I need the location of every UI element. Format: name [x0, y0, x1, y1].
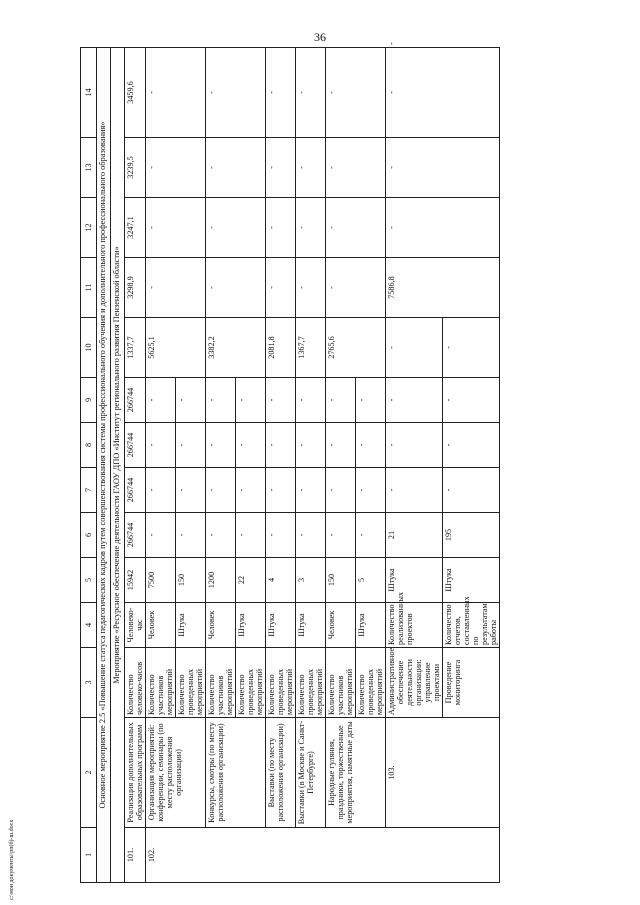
value-col8: -: [326, 423, 356, 468]
data-table: [80, 42, 500, 883]
value-col7: -: [326, 468, 356, 513]
indicator-name: Количество проведенных мероприятий: [356, 648, 386, 718]
value-col5: 1200: [206, 558, 236, 603]
page-number: 36: [314, 30, 326, 44]
value-col9: -: [146, 378, 176, 423]
value-col9: -: [236, 378, 266, 423]
unit: Человек: [146, 603, 176, 648]
value-col8: -: [386, 378, 443, 423]
value-col12: -: [206, 198, 266, 258]
value-col8: 266744: [125, 423, 146, 468]
value-col10: 3382,2: [206, 318, 266, 378]
unit: Штука: [266, 603, 296, 648]
unit: Штука: [236, 603, 266, 648]
col-num-3: 3: [81, 648, 97, 718]
subsection-title: Мероприятие «Ресурсное обеспечение деятельности ГАОУ ДПО «Институт регионального развития Пензенской области»: [111, 48, 125, 883]
indicator-name: Количество участников мероприятий: [326, 648, 356, 718]
value-col9: -: [206, 378, 236, 423]
value-col11: -: [296, 258, 326, 318]
table-row: [296, 48, 326, 883]
value-col6: -: [356, 513, 386, 558]
table-row: [266, 48, 296, 883]
value-col5: 3: [296, 558, 326, 603]
value-col12: 3247,1: [125, 198, 146, 258]
footer-path: c:\мои документы\рп(б)-ш.docx: [9, 819, 15, 900]
value-col11: 3298,9: [125, 258, 146, 318]
value-col9: -: [326, 378, 356, 423]
value-col7: -: [386, 423, 443, 468]
unit: Человеко-час: [125, 603, 146, 648]
value-col12: -: [146, 198, 206, 258]
row-number: 103.: [386, 718, 500, 828]
value-col10: 2765,6: [326, 318, 386, 378]
value-col8: -: [206, 423, 236, 468]
value-col14: -: [296, 48, 326, 138]
table-row: [206, 48, 236, 883]
col-num-12: 12: [81, 198, 97, 258]
value-col13: -: [386, 48, 500, 138]
measure-name: Административное обеспечение деятельности организации: управление проектами: [386, 648, 443, 718]
value-col11: -: [326, 258, 386, 318]
indicator-name: Количество проведенных мероприятий: [236, 648, 266, 718]
value-col8: -: [356, 423, 386, 468]
col-num-6: 6: [81, 513, 97, 558]
indicator-name: Количество участников мероприятий: [206, 648, 236, 718]
value-col9: -: [176, 378, 206, 423]
row-number: 101.: [125, 828, 146, 883]
value-col6: -: [266, 513, 296, 558]
value-col6: -: [386, 468, 443, 513]
value-col5: 4: [266, 558, 296, 603]
measure-name: Выставки (по месту расположения организации): [266, 718, 296, 828]
col-num-11: 11: [81, 258, 97, 318]
measure-name: Реализация дополнительных образовательных программ: [125, 718, 146, 828]
subsection-row: [111, 48, 125, 883]
value-col7: -: [356, 468, 386, 513]
value-col5: 7500: [146, 558, 176, 603]
value-col11: -: [386, 198, 500, 258]
indicator-name: Количество проведенных мероприятий: [296, 648, 326, 718]
col-num-13: 13: [81, 138, 97, 198]
measure-name: Выставки (в Москве и Санкт-Петербурге): [296, 718, 326, 828]
col-num-14: 14: [81, 48, 97, 138]
unit: Штука: [356, 603, 386, 648]
value-col8: -: [296, 423, 326, 468]
indicator-name: Количество отчетов, составленных по результатам работы: [443, 603, 500, 648]
value-col8: -: [443, 378, 500, 423]
table-row: [146, 48, 176, 883]
measure-name: Проведение мониторинга: [443, 648, 500, 718]
col-num-5: 5: [81, 558, 97, 603]
value-col8: -: [176, 423, 206, 468]
value-col6: -: [236, 513, 266, 558]
value-col9: -: [296, 378, 326, 423]
value-col13: -: [206, 138, 266, 198]
value-col10: 7586,8: [386, 258, 500, 318]
value-col5: 195: [443, 513, 500, 558]
value-col10: 1367,7: [296, 318, 326, 378]
value-col13: 3239,5: [125, 138, 146, 198]
value-col7: -: [206, 468, 236, 513]
value-col7: -: [236, 468, 266, 513]
value-col8: -: [146, 423, 176, 468]
rotated-table-area: [80, 42, 640, 883]
col-num-10: 10: [81, 318, 97, 378]
col-num-1: 1: [81, 828, 97, 883]
table-row: 103. Административное обеспечение деятельности организации: управление проектами Количество реализованных проектов Штука 21 - - - - 7586,8 - - - -: [386, 48, 443, 883]
value-col12: -: [296, 198, 326, 258]
value-col5: 150: [326, 558, 356, 603]
value-col7: -: [146, 468, 176, 513]
value-col10: 5625,1: [146, 318, 206, 378]
value-col13: -: [296, 138, 326, 198]
value-col12: -: [266, 198, 296, 258]
measure-name: Организация мероприятий: конференции, семинары (по месту расположения организации): [146, 718, 206, 828]
value-col7: -: [443, 423, 500, 468]
unit: Человек: [326, 603, 356, 648]
col-num-7: 7: [81, 468, 97, 513]
value-col7: -: [266, 468, 296, 513]
value-col9: -: [266, 378, 296, 423]
value-col6: -: [176, 513, 206, 558]
table-row: [125, 48, 146, 883]
value-col10: 2081,8: [266, 318, 296, 378]
unit: Штука: [443, 558, 500, 603]
measure-name: Конкурсы, смотры (по месту расположения организации): [206, 718, 266, 828]
table-row: [326, 48, 356, 883]
value-col5: 5: [356, 558, 386, 603]
value-col14: 3459,6: [125, 48, 146, 138]
value-col11: -: [146, 258, 206, 318]
unit: Штука: [176, 603, 206, 648]
value-col9: -: [356, 378, 386, 423]
value-col6: -: [443, 468, 500, 513]
section-row: [97, 48, 111, 883]
indicator-name: Количество реализованных проектов: [386, 603, 443, 648]
value-col5: 21: [386, 513, 443, 558]
value-col14: -: [266, 48, 296, 138]
indicator-name: Количество проведенных мероприятий: [176, 648, 206, 718]
value-col6: -: [146, 513, 176, 558]
unit: Штука: [296, 603, 326, 648]
value-col13: -: [266, 138, 296, 198]
column-number-row: [81, 48, 97, 883]
value-col14: -: [146, 48, 206, 138]
value-col7: 266744: [125, 468, 146, 513]
col-num-9: 9: [81, 378, 97, 423]
col-num-2: 2: [81, 718, 97, 828]
value-col6: -: [206, 513, 236, 558]
value-col5: 150: [176, 558, 206, 603]
value-col13: -: [146, 138, 206, 198]
value-col7: -: [296, 468, 326, 513]
value-col12: -: [326, 198, 386, 258]
value-col14: -: [326, 48, 386, 138]
value-col9: -: [443, 318, 500, 378]
section-title: Основное мероприятие 2.5 «Повышение статуса педагогических кадров путем совершенствования системы профессионального обучения и дополнительного профессионального образования»: [97, 48, 111, 883]
value-col12: -: [386, 138, 500, 198]
value-col9: 266744: [125, 378, 146, 423]
value-col8: -: [266, 423, 296, 468]
value-col8: -: [236, 423, 266, 468]
measure-name: Народные гуляния, праздники, торжественные мероприятия, памятные даты: [326, 718, 386, 828]
value-col9: -: [386, 318, 443, 378]
col-num-8: 8: [81, 423, 97, 468]
value-col6: 266744: [125, 513, 146, 558]
value-col13: -: [326, 138, 386, 198]
indicator-name: Количество человеко-часов: [125, 648, 146, 718]
value-col14: -: [206, 48, 266, 138]
indicator-name: Количество проведенных мероприятий: [266, 648, 296, 718]
unit: Человек: [206, 603, 236, 648]
value-col6: -: [296, 513, 326, 558]
value-col11: -: [266, 258, 296, 318]
value-col10: 1337,7: [125, 318, 146, 378]
indicator-name: Количество участников мероприятий: [146, 648, 176, 718]
value-col6: -: [326, 513, 356, 558]
value-col7: -: [176, 468, 206, 513]
col-num-4: 4: [81, 603, 97, 648]
value-col5: 15942: [125, 558, 146, 603]
unit: Штука: [386, 558, 443, 603]
value-col5: 22: [236, 558, 266, 603]
row-number: 102.: [146, 828, 500, 883]
value-col11: -: [206, 258, 266, 318]
